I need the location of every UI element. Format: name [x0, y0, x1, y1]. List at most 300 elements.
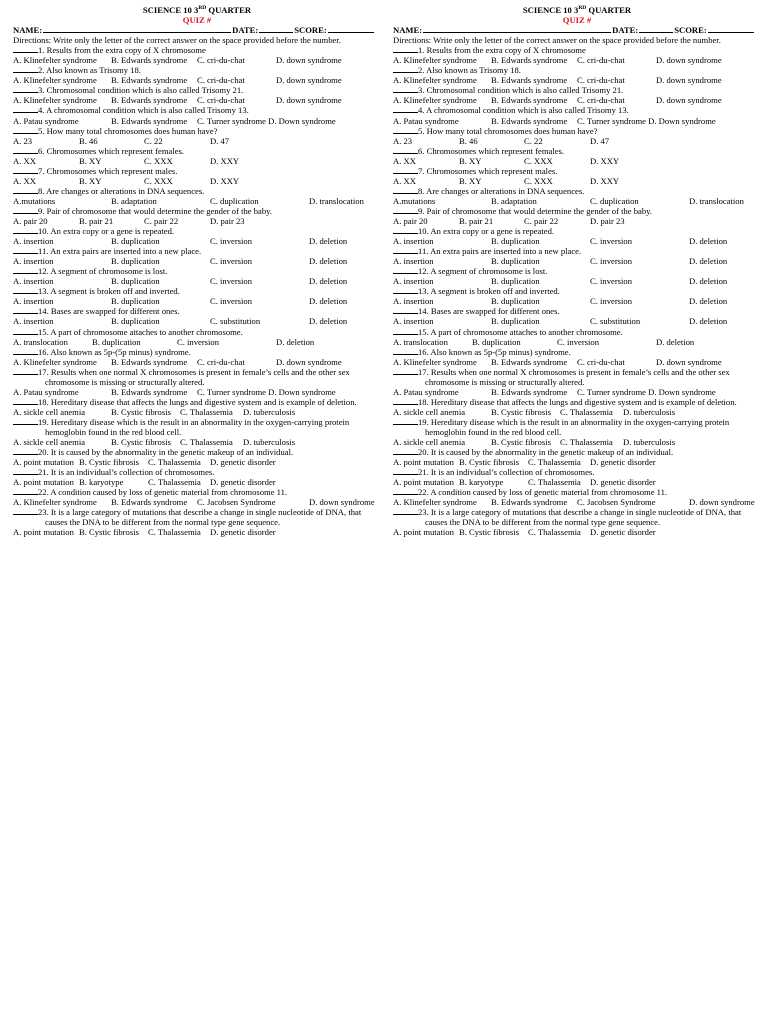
answer-blank[interactable]: [13, 65, 38, 73]
choices-row: [393, 116, 761, 126]
answer-blank[interactable]: [13, 286, 38, 294]
choices-row: [13, 527, 381, 537]
choice-option: C. XXX: [144, 155, 173, 166]
choice-option: A. XX: [393, 175, 416, 186]
choice-option: C. duplication: [210, 195, 259, 206]
answer-blank[interactable]: [13, 417, 38, 425]
answer-blank[interactable]: [393, 487, 418, 495]
choice-option: B. Edwards syndrome: [491, 115, 568, 126]
choice-option: D. down syndrome: [689, 497, 755, 508]
question-16: [13, 347, 381, 357]
question-11: [13, 246, 381, 256]
choice-option: C. Thalassemia: [528, 527, 581, 538]
question-2: [13, 65, 381, 75]
question-text: 22. A condition caused by loss of genetic material from chromosome 11.: [38, 487, 288, 498]
quiz-number: QUIZ #: [562, 15, 592, 26]
question-text: 12. A segment of chromosome is lost.: [418, 266, 548, 277]
choices-row: [393, 236, 761, 246]
question-9: [393, 206, 761, 216]
choice-option: C. cri-du-chat: [197, 75, 245, 86]
choices-row: [393, 437, 761, 447]
choices-row: [13, 337, 381, 347]
question-7: [393, 166, 761, 176]
answer-blank[interactable]: [13, 367, 38, 375]
score-label: SCORE:: [294, 25, 327, 36]
question-text-continued: chromosome is missing or structurally altered.: [425, 376, 585, 387]
choice-option: B. karyotype: [459, 477, 504, 488]
question-text: 9. Pair of chromosome that would determine the gender of the baby.: [38, 205, 273, 216]
choice-option: A. insertion: [13, 236, 54, 247]
answer-blank[interactable]: [13, 206, 38, 214]
answer-blank[interactable]: [393, 286, 418, 294]
choice-option: D. XXY: [210, 175, 240, 186]
answer-blank[interactable]: [13, 146, 38, 154]
choice-option: B. duplication: [111, 276, 160, 287]
choice-option: D. translocation: [689, 195, 744, 206]
choice-option: D. deletion: [276, 336, 315, 347]
choice-option: C. Thalassemia: [148, 477, 201, 488]
question-text: 15. A part of chromosome attaches to another chromosome.: [418, 326, 623, 337]
answer-blank[interactable]: [393, 65, 418, 73]
choice-option: D. deletion: [309, 296, 348, 307]
choice-option: B. Edwards syndrome: [491, 55, 568, 66]
question-text: 20. It is caused by the abnormality in the genetic makeup of an individual.: [38, 447, 294, 458]
choice-option: B. duplication: [491, 316, 540, 327]
choice-option: C. Thalassemia: [528, 477, 581, 488]
choice-option: D. deletion: [309, 316, 348, 327]
question-text: 1. Results from the extra copy of X chromosome: [418, 45, 586, 56]
question-10: [13, 226, 381, 236]
answer-blank[interactable]: [13, 467, 38, 475]
choice-option: B. Cystic fibrosis: [459, 527, 519, 538]
choice-option: C. Turner syndrome D. Down syndrome: [197, 115, 336, 126]
choice-option: D. genetic disorder: [210, 527, 276, 538]
answer-blank[interactable]: [13, 186, 38, 194]
answer-blank[interactable]: [393, 327, 418, 335]
answer-blank[interactable]: [13, 266, 38, 274]
answer-blank[interactable]: [13, 126, 38, 134]
choice-option: A. insertion: [393, 276, 434, 287]
choice-option: C. inversion: [590, 276, 633, 287]
answer-blank[interactable]: [393, 347, 418, 355]
choice-option: B. duplication: [491, 256, 540, 267]
date-label: DATE:: [232, 25, 259, 36]
question-23: [13, 507, 381, 517]
choice-option: A. pair 20: [393, 215, 428, 226]
choice-option: D. genetic disorder: [590, 477, 656, 488]
choice-option: B. Edwards syndrome: [111, 497, 188, 508]
choices-row: [13, 136, 381, 146]
choice-option: A. Patau syndrome: [393, 386, 459, 397]
answer-blank[interactable]: [13, 306, 38, 314]
question-8: [393, 186, 761, 196]
choices-row: [393, 527, 761, 537]
choice-option: A. Patau syndrome: [393, 115, 459, 126]
question-16: [393, 347, 761, 357]
choice-option: C. inversion: [210, 256, 253, 267]
question-text: 13. A segment is broken off and inverted.: [38, 286, 180, 297]
choices-row: [13, 75, 381, 85]
choice-option: D. 47: [210, 135, 230, 146]
choice-option: A. translocation: [13, 336, 68, 347]
choice-option: A.mutations: [393, 195, 436, 206]
choice-option: D. deletion: [689, 256, 728, 267]
answer-blank[interactable]: [13, 226, 38, 234]
answer-blank[interactable]: [393, 166, 418, 174]
answer-blank[interactable]: [13, 487, 38, 495]
choice-option: D. XXY: [590, 155, 620, 166]
choice-option: C. inversion: [177, 336, 220, 347]
choice-option: B. Edwards syndrome: [111, 95, 188, 106]
choices-row: [393, 457, 761, 467]
choice-option: B. Edwards syndrome: [491, 356, 568, 367]
choice-option: C. inversion: [590, 236, 633, 247]
question-15: [393, 327, 761, 337]
choice-option: A. Klinefelter syndrome: [393, 55, 477, 66]
question-text: 1. Results from the extra copy of X chromosome: [38, 45, 206, 56]
question-text: 6. Chromosomes which represent females.: [418, 145, 565, 156]
choice-option: C. 22: [144, 135, 163, 146]
choice-option: D. tuberculosis: [243, 437, 296, 448]
choice-option: C. inversion: [557, 336, 600, 347]
answer-blank[interactable]: [13, 166, 38, 174]
choice-option: D. deletion: [309, 236, 348, 247]
choice-option: C. cri-du-chat: [197, 95, 245, 106]
answer-blank[interactable]: [13, 105, 38, 113]
answer-blank[interactable]: [393, 206, 418, 214]
question-text: 6. Chromosomes which represent females.: [38, 145, 185, 156]
choice-option: D. genetic disorder: [210, 457, 276, 468]
answer-blank[interactable]: [393, 126, 418, 134]
name-label: NAME:: [393, 25, 423, 36]
title-superscript: RD: [578, 5, 587, 12]
choice-option: D. deletion: [689, 296, 728, 307]
choice-option: C. cri-du-chat: [577, 55, 625, 66]
choice-option: B. 46: [79, 135, 98, 146]
choice-option: A. point mutation: [393, 477, 454, 488]
answer-blank[interactable]: [13, 327, 38, 335]
student-info-row: [393, 25, 761, 35]
choice-option: A. point mutation: [13, 477, 74, 488]
question-20: [13, 447, 381, 457]
question-text: 2. Also known as Trisomy 18.: [38, 65, 141, 76]
choices-row: [13, 407, 381, 417]
choice-option: D. tuberculosis: [623, 437, 676, 448]
choices-row: [393, 357, 761, 367]
question-text: 9. Pair of chromosome that would determine the gender of the baby.: [418, 205, 653, 216]
question-22: [393, 487, 761, 497]
answer-blank[interactable]: [393, 266, 418, 274]
choice-option: B. XY: [459, 175, 482, 186]
question-text: 4. A chromosomal condition which is also called Trisomy 13.: [418, 105, 629, 116]
choice-option: A. point mutation: [13, 527, 74, 538]
answer-blank[interactable]: [393, 306, 418, 314]
name-blank[interactable]: [43, 25, 231, 33]
question-5: [393, 126, 761, 136]
choice-option: D. XXY: [590, 175, 620, 186]
choice-option: D. down syndrome: [276, 95, 342, 106]
choice-option: D. down syndrome: [309, 497, 375, 508]
choice-option: B. duplication: [491, 276, 540, 287]
question-23: [393, 507, 761, 517]
answer-blank[interactable]: [393, 447, 418, 455]
answer-blank[interactable]: [393, 367, 418, 375]
answer-blank[interactable]: [13, 447, 38, 455]
choices-row: [13, 477, 381, 487]
choice-option: D. down syndrome: [276, 356, 342, 367]
choice-option: C. Jacobsen Syndrome: [197, 497, 276, 508]
question-text: 7. Chromosomes which represent males.: [418, 165, 558, 176]
choice-option: B. Cystic fibrosis: [79, 527, 139, 538]
choice-option: C. duplication: [590, 195, 639, 206]
question-20: [393, 447, 761, 457]
question-text: 13. A segment is broken off and inverted.: [418, 286, 560, 297]
question-text: 23. It is a large category of mutations that describe a change in single nucleotide of DNA, that: [418, 507, 742, 518]
choices-row: [393, 176, 761, 186]
choices-row: [13, 497, 381, 507]
choice-option: B. Cystic fibrosis: [111, 437, 171, 448]
choices-row: [13, 387, 381, 397]
choice-option: A. Klinefelter syndrome: [13, 356, 97, 367]
choice-option: B. duplication: [491, 236, 540, 247]
question-7: [13, 166, 381, 176]
choice-option: C. Jacobsen Syndrome: [577, 497, 656, 508]
question-text: 21. It is an individual’s collection of chromosomes.: [38, 467, 215, 478]
title-main: SCIENCE 10 3: [142, 5, 199, 15]
choice-option: B. Edwards syndrome: [491, 95, 568, 106]
choice-option: C. pair 22: [144, 215, 179, 226]
choice-option: A. Patau syndrome: [13, 115, 79, 126]
question-9: [13, 206, 381, 216]
question-4: [13, 105, 381, 115]
question-text: 7. Chromosomes which represent males.: [38, 165, 178, 176]
choice-option: C. cri-du-chat: [197, 55, 245, 66]
choice-option: A. sickle cell anemia: [13, 406, 86, 417]
choice-option: A. Patau syndrome: [13, 386, 79, 397]
choices-row: [393, 136, 761, 146]
answer-blank[interactable]: [393, 45, 418, 53]
choice-option: D. down syndrome: [276, 55, 342, 66]
choice-option: D. pair 23: [210, 215, 245, 226]
choice-option: D. down syndrome: [656, 95, 722, 106]
choices-row: [393, 256, 761, 266]
question-text: 4. A chromosomal condition which is also called Trisomy 13.: [38, 105, 249, 116]
question-text: 3. Chromosomal condition which is also called Trisomy 21.: [38, 85, 244, 96]
choice-option: B. Cystic fibrosis: [111, 406, 171, 417]
question-text-continued: causes the DNA to be different from the normal type gene sequence.: [45, 517, 281, 528]
choice-option: C. XXX: [144, 175, 173, 186]
choice-option: C. cri-du-chat: [577, 356, 625, 367]
choice-option: A. 23: [13, 135, 33, 146]
date-blank[interactable]: [259, 25, 293, 33]
choice-option: A. insertion: [393, 256, 434, 267]
choice-option: A. Klinefelter syndrome: [393, 75, 477, 86]
answer-blank[interactable]: [13, 507, 38, 515]
question-text: 20. It is caused by the abnormality in the genetic makeup of an individual.: [418, 447, 674, 458]
answer-blank[interactable]: [393, 226, 418, 234]
date-blank[interactable]: [639, 25, 673, 33]
answer-blank[interactable]: [393, 186, 418, 194]
score-blank[interactable]: [708, 25, 754, 33]
quiz-title: [13, 5, 381, 15]
choices-row: [393, 477, 761, 487]
question-3: [393, 85, 761, 95]
question-text-continued: hemoglobin found in the red blood cell.: [45, 426, 182, 437]
answer-blank[interactable]: [13, 85, 38, 93]
student-info-row: [13, 25, 381, 35]
choice-option: D. down syndrome: [276, 75, 342, 86]
choice-option: C. substitution: [590, 316, 641, 327]
choices-row: [13, 55, 381, 65]
choices-row: [13, 437, 381, 447]
answer-blank[interactable]: [393, 467, 418, 475]
choices-row: [13, 95, 381, 105]
quiz-sheet-right: [393, 5, 761, 537]
question-22: [13, 487, 381, 497]
choices-row: [13, 276, 381, 286]
question-text: 12. A segment of chromosome is lost.: [38, 266, 168, 277]
question-12: [13, 266, 381, 276]
question-text: 15. A part of chromosome attaches to another chromosome.: [38, 326, 243, 337]
question-19: [13, 417, 381, 427]
question-15: [13, 327, 381, 337]
choice-option: B. duplication: [491, 296, 540, 307]
answer-blank[interactable]: [393, 105, 418, 113]
choice-option: A. sickle cell anemia: [13, 437, 86, 448]
question-text: 18. Hereditary disease that affects the lungs and digestive system and is example of deletion.: [38, 396, 357, 407]
choice-option: A. sickle cell anemia: [393, 406, 466, 417]
question-8: [13, 186, 381, 196]
question-6: [393, 146, 761, 156]
choice-option: D. XXY: [210, 155, 240, 166]
question-text: 22. A condition caused by loss of genetic material from chromosome 11.: [418, 487, 668, 498]
answer-blank[interactable]: [393, 397, 418, 405]
question-13: [13, 286, 381, 296]
choice-option: B. XY: [79, 155, 102, 166]
choices-row: [393, 216, 761, 226]
choice-option: C. Thalassemia: [560, 406, 613, 417]
choice-option: D. translocation: [309, 195, 364, 206]
choice-option: A. Klinefelter syndrome: [393, 497, 477, 508]
choices-row: [13, 156, 381, 166]
choices-row: [393, 75, 761, 85]
choice-option: B. 46: [459, 135, 478, 146]
question-19: [393, 417, 761, 427]
choice-option: A. Klinefelter syndrome: [393, 356, 477, 367]
choices-row: [393, 156, 761, 166]
choice-option: D. tuberculosis: [243, 406, 296, 417]
title-superscript: RD: [198, 5, 207, 12]
choice-option: A. translocation: [393, 336, 448, 347]
question-text: 23. It is a large category of mutations that describe a change in single nucleotide of DNA, that: [38, 507, 362, 518]
choice-option: A. Klinefelter syndrome: [13, 95, 97, 106]
choices-row: [13, 216, 381, 226]
question-text-continued: chromosome is missing or structurally altered.: [45, 376, 205, 387]
choice-option: A. 23: [393, 135, 413, 146]
choices-row: [393, 337, 761, 347]
question-text: 11. An extra pairs are inserted into a new place.: [38, 246, 202, 257]
choices-row: [13, 256, 381, 266]
question-14: [13, 306, 381, 316]
question-1: [13, 45, 381, 55]
choice-option: B. duplication: [111, 256, 160, 267]
question-text: 17. Results when one normal X chromosomes is present in female’s cells and the other sex: [418, 366, 730, 377]
choice-option: B. Edwards syndrome: [111, 75, 188, 86]
directions: Directions: Write only the letter of the correct answer on the space provided before the number.: [393, 35, 721, 46]
answer-blank[interactable]: [13, 246, 38, 254]
question-14: [393, 306, 761, 316]
choice-option: B. Edwards syndrome: [491, 75, 568, 86]
choice-option: D. down syndrome: [656, 55, 722, 66]
question-18: [13, 397, 381, 407]
choice-option: A. pair 20: [13, 215, 48, 226]
answer-blank[interactable]: [393, 417, 418, 425]
choice-option: B. XY: [79, 175, 102, 186]
choice-option: A. insertion: [393, 296, 434, 307]
choice-option: A. sickle cell anemia: [393, 437, 466, 448]
question-4: [393, 105, 761, 115]
choice-option: B. karyotype: [79, 477, 124, 488]
choices-row: [393, 497, 761, 507]
choices-row: [13, 236, 381, 246]
choices-row: [13, 357, 381, 367]
title-quarter: QUARTER: [586, 5, 632, 15]
question-text: 16. Also known as 5p-(5p minus) syndrome.: [38, 346, 191, 357]
name-blank[interactable]: [423, 25, 611, 33]
question-text: 8. Are changes or alterations in DNA sequences.: [38, 185, 205, 196]
answer-blank[interactable]: [393, 146, 418, 154]
choice-option: A. XX: [13, 155, 36, 166]
choice-option: D. deletion: [656, 336, 695, 347]
choice-option: D. down syndrome: [656, 356, 722, 367]
answer-blank[interactable]: [393, 85, 418, 93]
choices-row: [393, 316, 761, 326]
choice-option: D. deletion: [689, 316, 728, 327]
score-blank[interactable]: [328, 25, 374, 33]
choice-option: B. pair 21: [459, 215, 494, 226]
quiz-title: [393, 5, 761, 15]
choice-option: C. cri-du-chat: [197, 356, 245, 367]
question-1: [393, 45, 761, 55]
question-21: [13, 467, 381, 477]
question-18: [393, 397, 761, 407]
choice-option: C. inversion: [590, 256, 633, 267]
choices-row: [13, 116, 381, 126]
choice-option: A.mutations: [13, 195, 56, 206]
choice-option: A. point mutation: [393, 457, 454, 468]
question-3: [13, 85, 381, 95]
choice-option: D. deletion: [689, 236, 728, 247]
question-text: 19. Hereditary disease which is the result in an abnormality in the oxygen-carrying protein: [418, 416, 730, 427]
answer-blank[interactable]: [13, 45, 38, 53]
answer-blank[interactable]: [13, 347, 38, 355]
choice-option: A. insertion: [393, 236, 434, 247]
choices-row: [393, 296, 761, 306]
question-text-continued: hemoglobin found in the red blood cell.: [425, 426, 562, 437]
question-17: [393, 367, 761, 377]
choice-option: B. duplication: [92, 336, 141, 347]
title-quarter: QUARTER: [206, 5, 252, 15]
answer-blank[interactable]: [393, 507, 418, 515]
choices-row: [393, 387, 761, 397]
choice-option: B. Cystic fibrosis: [491, 406, 551, 417]
question-12: [393, 266, 761, 276]
answer-blank[interactable]: [13, 397, 38, 405]
choice-option: D. deletion: [309, 256, 348, 267]
choice-option: B. Edwards syndrome: [111, 386, 188, 397]
answer-blank[interactable]: [393, 246, 418, 254]
choice-option: C. XXX: [524, 155, 553, 166]
